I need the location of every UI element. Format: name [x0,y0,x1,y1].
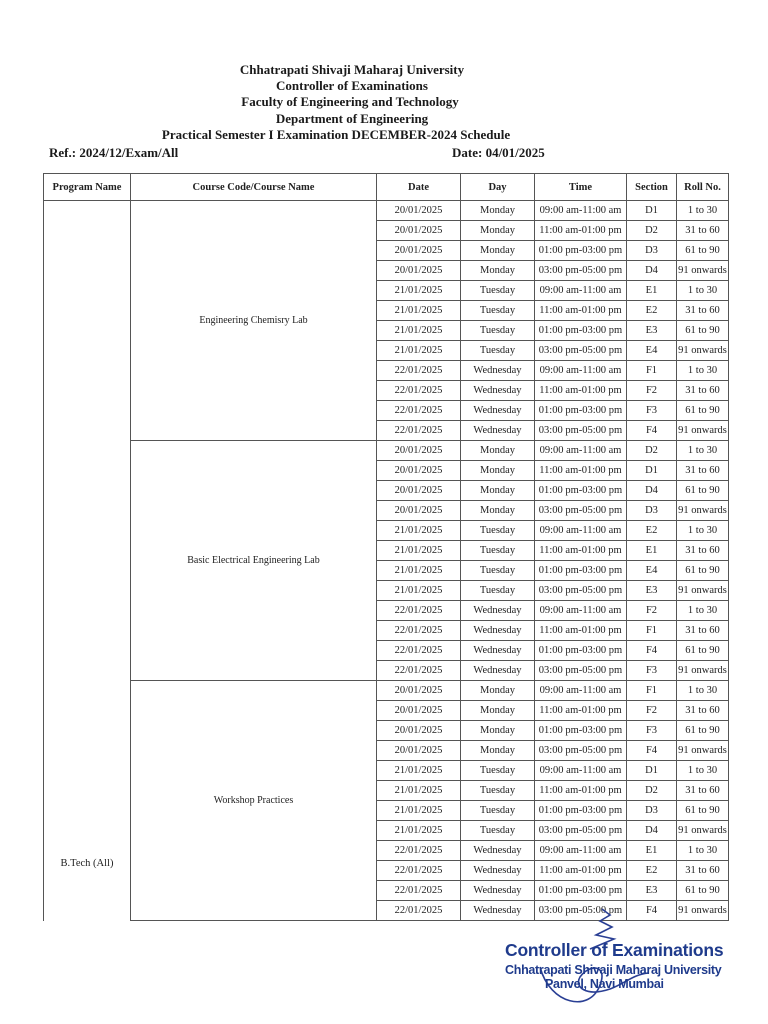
roll-cell: 1 to 30 [677,841,729,861]
time-cell: 03:00 pm-05:00 pm [535,341,627,361]
time-cell: 11:00 am-01:00 pm [535,861,627,881]
date-cell: 21/01/2025 [377,341,461,361]
day-cell: Wednesday [461,421,535,441]
roll-cell: 61 to 90 [677,721,729,741]
day-cell: Wednesday [461,841,535,861]
date-cell: 20/01/2025 [377,201,461,221]
section-cell: F1 [627,361,677,381]
section-cell: F3 [627,401,677,421]
department-name: Department of Engineering [275,110,429,126]
day-cell: Wednesday [461,621,535,641]
col-section: Section [627,174,677,201]
section-cell: E1 [627,541,677,561]
day-cell: Monday [461,261,535,281]
col-day: Day [461,174,535,201]
date-cell: 20/01/2025 [377,721,461,741]
faculty-name: Faculty of Engineering and Technology [241,94,459,110]
date-cell: 21/01/2025 [377,541,461,561]
time-cell: 01:00 pm-03:00 pm [535,641,627,661]
section-cell: F2 [627,601,677,621]
section-cell: E2 [627,521,677,541]
section-cell: D1 [627,761,677,781]
time-cell: 03:00 pm-05:00 pm [535,901,627,921]
section-cell: E2 [627,861,677,881]
schedule-table [43,173,729,921]
day-cell: Tuesday [461,301,535,321]
table-row [44,201,729,221]
section-cell: F2 [627,701,677,721]
roll-cell: 61 to 90 [677,401,729,421]
section-cell: D1 [627,201,677,221]
roll-cell: 61 to 90 [677,561,729,581]
date-cell: 22/01/2025 [377,621,461,641]
seal-university: Chhatrapati Shivaji Maharaj University [505,963,722,977]
date-cell: 21/01/2025 [377,821,461,841]
date-cell: 22/01/2025 [377,841,461,861]
controller-seal [505,940,745,991]
time-cell: 01:00 pm-03:00 pm [535,401,627,421]
time-cell: 01:00 pm-03:00 pm [535,241,627,261]
time-cell: 01:00 pm-03:00 pm [535,321,627,341]
course-name-cell: Workshop Practices [131,681,377,921]
date-cell: 21/01/2025 [377,761,461,781]
section-cell: D3 [627,501,677,521]
date-cell: 21/01/2025 [377,521,461,541]
table-body [44,201,729,921]
time-cell: 03:00 pm-05:00 pm [535,421,627,441]
day-cell: Tuesday [461,581,535,601]
day-cell: Tuesday [461,801,535,821]
date-cell: 20/01/2025 [377,221,461,241]
section-cell: F3 [627,721,677,741]
roll-cell: 31 to 60 [677,301,729,321]
office-name: Controller of Examinations [276,78,428,94]
section-cell: F4 [627,741,677,761]
date-cell: 22/01/2025 [377,401,461,421]
course-name-cell: Engineering Chemisry Lab [131,201,377,441]
roll-cell: 61 to 90 [677,481,729,501]
seal-title: Controller of Examinations [505,940,724,960]
reference-number: Ref.: 2024/12/Exam/All [49,145,179,160]
day-cell: Monday [461,701,535,721]
day-cell: Monday [461,201,535,221]
time-cell: 01:00 pm-03:00 pm [535,881,627,901]
roll-cell: 91 onwards [677,661,729,681]
roll-cell: 31 to 60 [677,861,729,881]
roll-cell: 1 to 30 [677,601,729,621]
col-course-name: Course Code/Course Name [131,174,377,201]
date-cell: 20/01/2025 [377,501,461,521]
day-cell: Wednesday [461,381,535,401]
col-time: Time [535,174,627,201]
date-cell: 22/01/2025 [377,421,461,441]
section-cell: D4 [627,481,677,501]
time-cell: 11:00 am-01:00 pm [535,701,627,721]
roll-cell: 91 onwards [677,341,729,361]
section-cell: E1 [627,281,677,301]
roll-cell: 61 to 90 [677,321,729,341]
section-cell: F4 [627,421,677,441]
date-cell: 21/01/2025 [377,321,461,341]
day-cell: Wednesday [461,881,535,901]
day-cell: Monday [461,721,535,741]
date-cell: 21/01/2025 [377,781,461,801]
section-cell: E4 [627,561,677,581]
roll-cell: 91 onwards [677,901,729,921]
day-cell: Tuesday [461,281,535,301]
time-cell: 03:00 pm-05:00 pm [535,501,627,521]
time-cell: 09:00 am-11:00 am [535,841,627,861]
date-cell: 22/01/2025 [377,361,461,381]
date-cell: 22/01/2025 [377,641,461,661]
date-cell: 21/01/2025 [377,281,461,301]
day-cell: Wednesday [461,901,535,921]
schedule-title: Practical Semester I Examination DECEMBER-2024 Schedule [161,126,511,142]
roll-cell: 31 to 60 [677,781,729,801]
table-header-row [44,174,729,201]
date-cell: 21/01/2025 [377,301,461,321]
roll-cell: 31 to 60 [677,381,729,401]
section-cell: F4 [627,641,677,661]
section-cell: F3 [627,661,677,681]
time-cell: 01:00 pm-03:00 pm [535,801,627,821]
section-cell: D2 [627,441,677,461]
time-cell: 09:00 am-11:00 am [535,281,627,301]
roll-cell: 31 to 60 [677,541,729,561]
time-cell: 09:00 am-11:00 am [535,761,627,781]
section-cell: F2 [627,381,677,401]
date-cell: 22/01/2025 [377,861,461,881]
roll-cell: 1 to 30 [677,521,729,541]
date-cell: 22/01/2025 [377,601,461,621]
day-cell: Tuesday [461,781,535,801]
section-cell: D3 [627,241,677,261]
time-cell: 03:00 pm-05:00 pm [535,741,627,761]
date-cell: 22/01/2025 [377,901,461,921]
roll-cell: 31 to 60 [677,461,729,481]
day-cell: Monday [461,461,535,481]
day-cell: Monday [461,241,535,261]
university-name: Chhatrapati Shivaji Maharaj University [239,62,465,77]
day-cell: Wednesday [461,661,535,681]
day-cell: Wednesday [461,601,535,621]
section-cell: D3 [627,801,677,821]
time-cell: 03:00 pm-05:00 pm [535,821,627,841]
time-cell: 09:00 am-11:00 am [535,361,627,381]
date-cell: 22/01/2025 [377,881,461,901]
date-cell: 20/01/2025 [377,461,461,481]
day-cell: Monday [461,681,535,701]
time-cell: 01:00 pm-03:00 pm [535,721,627,741]
roll-cell: 61 to 90 [677,641,729,661]
roll-cell: 1 to 30 [677,281,729,301]
day-cell: Wednesday [461,401,535,421]
roll-cell: 61 to 90 [677,801,729,821]
time-cell: 09:00 am-11:00 am [535,601,627,621]
day-cell: Tuesday [461,341,535,361]
day-cell: Tuesday [461,321,535,341]
date-cell: 22/01/2025 [377,661,461,681]
day-cell: Wednesday [461,861,535,881]
time-cell: 09:00 am-11:00 am [535,441,627,461]
day-cell: Tuesday [461,821,535,841]
day-cell: Tuesday [461,561,535,581]
day-cell: Tuesday [461,541,535,561]
document-header [0,62,768,143]
date-cell: 21/01/2025 [377,561,461,581]
roll-cell: 91 onwards [677,741,729,761]
roll-cell: 31 to 60 [677,701,729,721]
section-cell: F1 [627,621,677,641]
time-cell: 11:00 am-01:00 pm [535,461,627,481]
date-cell: 22/01/2025 [377,381,461,401]
day-cell: Wednesday [461,641,535,661]
roll-cell: 1 to 30 [677,441,729,461]
time-cell: 01:00 pm-03:00 pm [535,561,627,581]
day-cell: Monday [461,221,535,241]
roll-cell: 1 to 30 [677,761,729,781]
date-cell: 20/01/2025 [377,441,461,461]
date-cell: 20/01/2025 [377,741,461,761]
roll-cell: 91 onwards [677,821,729,841]
time-cell: 01:00 pm-03:00 pm [535,481,627,501]
date-cell: 21/01/2025 [377,581,461,601]
section-cell: E4 [627,341,677,361]
section-cell: E1 [627,841,677,861]
time-cell: 11:00 am-01:00 pm [535,541,627,561]
roll-cell: 1 to 30 [677,361,729,381]
time-cell: 11:00 am-01:00 pm [535,621,627,641]
roll-cell: 61 to 90 [677,881,729,901]
time-cell: 03:00 pm-05:00 pm [535,261,627,281]
issue-date: Date: 04/01/2025 [452,145,545,160]
time-cell: 11:00 am-01:00 pm [535,381,627,401]
roll-cell: 91 onwards [677,501,729,521]
time-cell: 09:00 am-11:00 am [535,521,627,541]
day-cell: Monday [461,441,535,461]
time-cell: 03:00 pm-05:00 pm [535,581,627,601]
time-cell: 09:00 am-11:00 am [535,681,627,701]
roll-cell: 91 onwards [677,261,729,281]
day-cell: Tuesday [461,521,535,541]
roll-cell: 91 onwards [677,581,729,601]
section-cell: E2 [627,301,677,321]
roll-cell: 31 to 60 [677,221,729,241]
time-cell: 03:00 pm-05:00 pm [535,661,627,681]
day-cell: Monday [461,481,535,501]
day-cell: Monday [461,501,535,521]
table-row [44,681,729,701]
day-cell: Monday [461,741,535,761]
day-cell: Tuesday [461,761,535,781]
section-cell: F4 [627,901,677,921]
section-cell: D1 [627,461,677,481]
col-roll-no: Roll No. [677,174,729,201]
roll-cell: 1 to 30 [677,681,729,701]
section-cell: D2 [627,221,677,241]
table-row [44,441,729,461]
course-name-cell: Basic Electrical Engineering Lab [131,441,377,681]
seal-location: Panvel, Navi Mumbai [545,977,664,991]
section-cell: E3 [627,881,677,901]
roll-cell: 1 to 30 [677,201,729,221]
time-cell: 11:00 am-01:00 pm [535,221,627,241]
col-date: Date [377,174,461,201]
date-cell: 20/01/2025 [377,261,461,281]
date-cell: 20/01/2025 [377,681,461,701]
roll-cell: 91 onwards [677,421,729,441]
section-cell: E3 [627,321,677,341]
section-cell: E3 [627,581,677,601]
date-cell: 20/01/2025 [377,701,461,721]
program-name-cell: B.Tech (All) [44,201,131,921]
date-cell: 20/01/2025 [377,481,461,501]
day-cell: Wednesday [461,361,535,381]
section-cell: D2 [627,781,677,801]
time-cell: 11:00 am-01:00 pm [535,301,627,321]
roll-cell: 61 to 90 [677,241,729,261]
section-cell: D4 [627,821,677,841]
time-cell: 11:00 am-01:00 pm [535,781,627,801]
roll-cell: 31 to 60 [677,621,729,641]
time-cell: 09:00 am-11:00 am [535,201,627,221]
section-cell: F1 [627,681,677,701]
date-cell: 20/01/2025 [377,241,461,261]
section-cell: D4 [627,261,677,281]
date-cell: 21/01/2025 [377,801,461,821]
col-program-name: Program Name [44,174,131,201]
